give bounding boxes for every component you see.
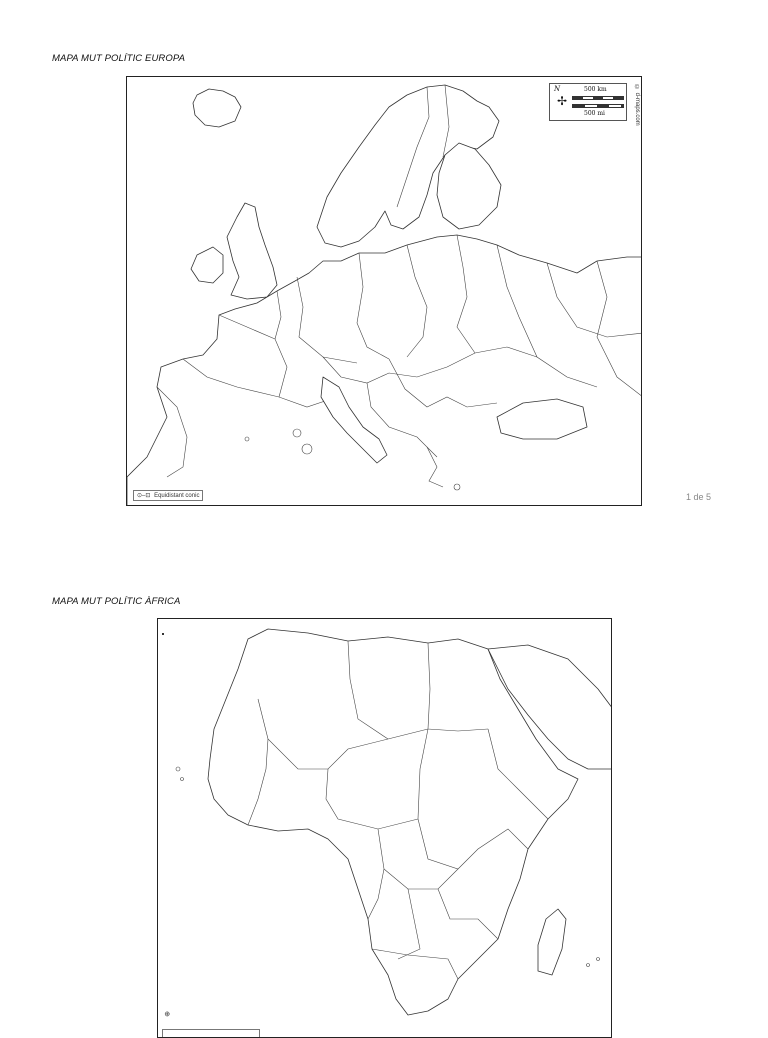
projection-label-box [162,1029,260,1038]
africa-map-title: MAPA MUT POLÍTIC ÀFRICA [52,596,181,607]
map-credit: © d-maps.com [634,85,640,126]
scale-km-label: 500 km [584,86,607,93]
scale-legend [549,83,627,121]
map-corner-mark [162,633,164,635]
europe-map-title: MAPA MUT POLÍTIC EUROPA [52,53,186,64]
compass-rose-icon: ✢ [557,94,568,108]
iceland-shape [193,89,241,127]
madagascar-shape [538,909,566,975]
projection-label-box [133,490,203,501]
projection-label: Equidistant conic [154,493,200,499]
scale-bar-km [572,96,624,100]
projection-icon: ⊙–⊡ [137,493,151,499]
page-number: 1 de 5 [686,492,712,502]
africa-outline-svg [158,619,612,1038]
great-britain-shape [227,203,277,299]
europe-outline-svg [127,77,642,506]
map-credit-mark: ⊕ [163,1011,170,1017]
scale-bar-mi [572,104,624,108]
africa-map [157,618,612,1038]
europe-map [126,76,642,506]
scale-mi-label: 500 mi [584,110,605,117]
finland-shape [437,143,501,229]
north-label: N [554,85,561,93]
ireland-shape [191,247,223,283]
